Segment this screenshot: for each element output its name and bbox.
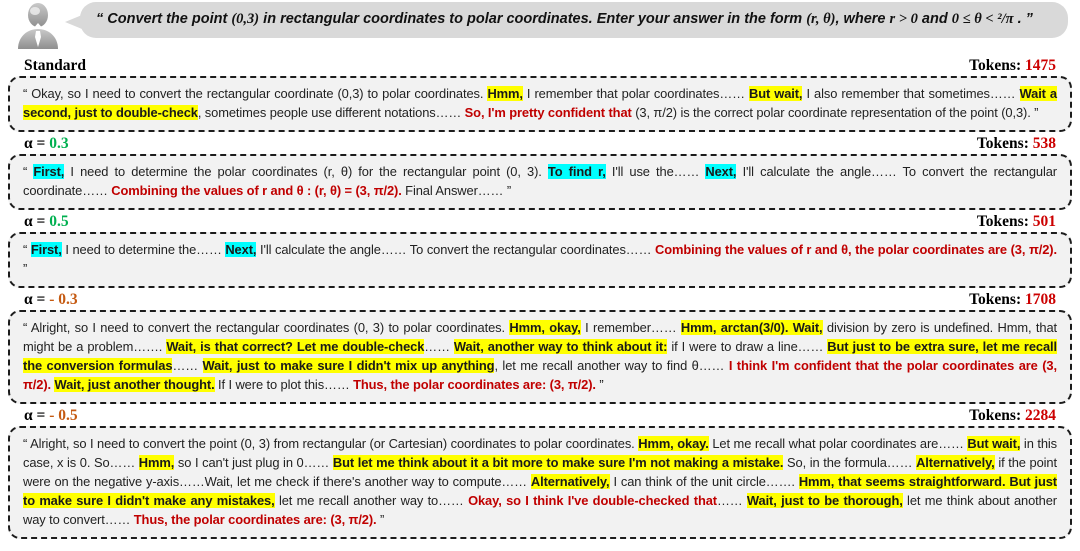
text-plain: …… xyxy=(424,338,454,354)
response-text xyxy=(23,85,1057,123)
section-header xyxy=(8,57,1072,75)
text-highlight-yellow: Hmm, xyxy=(487,86,523,101)
section-label-prefix: α = xyxy=(24,134,50,152)
text-highlight-yellow: Wait, another way to think about it: xyxy=(453,338,668,354)
sections-container xyxy=(0,57,1080,539)
text-highlight-yellow: But wait, xyxy=(749,86,803,101)
response-text xyxy=(23,319,1057,395)
response-box xyxy=(8,76,1072,132)
text-plain: …… xyxy=(172,357,203,373)
text-highlight-yellow: Hmm, okay. xyxy=(638,435,709,451)
text-plain: I'll calculate the angle…… To convert the rectangular coordinates…… xyxy=(256,241,655,257)
alpha-section xyxy=(0,407,1080,539)
question-phrase: “ Convert the point xyxy=(96,11,232,27)
response-text xyxy=(23,241,1057,279)
text-plain: , let me recall another way to find θ…… xyxy=(494,357,729,373)
tokens-counter xyxy=(977,135,1056,153)
text-plain: ” xyxy=(595,376,604,392)
text-highlight-cyan: Next, xyxy=(705,163,737,179)
text-plain: So, in the formula…… xyxy=(783,454,917,470)
section-label-value: 0.5 xyxy=(49,212,69,230)
question-row xyxy=(0,0,1080,54)
question-text xyxy=(96,11,1033,27)
section-label xyxy=(24,213,69,231)
text-plain: let me think about another way to convert…… xyxy=(23,492,1057,527)
section-label-prefix: α = xyxy=(24,406,50,424)
question-phrase: in rectangular coordinates to polar coordinates. Enter your answer in the form xyxy=(259,11,807,27)
text-plain: I need to determine the polar coordinates (r, θ) for the rectangular point (0, 3). xyxy=(64,163,548,179)
text-plain: (3, π/2) is the correct polar coordinate representation of the point (0,3). ” xyxy=(631,104,1039,120)
text-plain: …… xyxy=(716,492,747,508)
response-box xyxy=(8,426,1072,539)
response-box xyxy=(8,154,1072,210)
response-box xyxy=(8,232,1072,288)
tokens-value: 2284 xyxy=(1025,406,1056,424)
question-phrase: , where xyxy=(835,11,890,27)
tokens-label: Tokens: xyxy=(969,290,1022,308)
question-math: (r, θ) xyxy=(806,11,836,27)
section-label-prefix: α = xyxy=(24,212,50,230)
section-header xyxy=(8,213,1072,231)
text-plain: so I can't just plug in 0…… xyxy=(174,454,333,470)
text-highlight-cyan: To find r, xyxy=(547,163,606,179)
question-phrase: and xyxy=(917,11,952,27)
section-label xyxy=(24,135,69,153)
question-math: 0 ≤ θ < ²/π xyxy=(951,11,1014,27)
text-highlight-yellow: Hmm, arctan(3/0). Wait, xyxy=(680,319,823,335)
tokens-value: 1708 xyxy=(1025,290,1056,308)
text-highlight-yellow: Hmm, that seems straightforward. But just to make sure I didn't make any mistakes, xyxy=(23,473,1057,508)
section-label-prefix: α = xyxy=(24,290,50,308)
response-text xyxy=(23,435,1057,530)
text-plain: I need to determine the…… xyxy=(61,241,226,257)
text-highlight-cyan: First, xyxy=(33,163,65,179)
text-red-conclusion: Thus, the polar coordinates are: (3, π/2). xyxy=(353,376,596,392)
section-label xyxy=(24,57,86,75)
section-header xyxy=(8,407,1072,425)
text-red-conclusion: So, I'm pretty confident that xyxy=(464,104,632,120)
text-plain: “ xyxy=(23,241,31,257)
text-plain: division by zero is undefined. Hmm, that might be a problem……. xyxy=(23,319,1057,354)
text-highlight-yellow: Hmm, xyxy=(138,454,175,470)
text-red-conclusion: Combining the values of r and θ, the polar coordinates are (3, π/2). xyxy=(654,241,1057,257)
text-red-conclusion: I think I'm confident that the polar coordinates are (3, π/2). xyxy=(23,357,1057,392)
tokens-counter xyxy=(969,407,1056,425)
text-plain: If I were to plot this…… xyxy=(214,376,354,392)
text-plain: , sometimes people use different notations…… xyxy=(197,104,465,120)
alpha-section xyxy=(0,213,1080,288)
text-plain: “ xyxy=(23,163,34,179)
text-highlight-yellow: Wait a second, just to double-check xyxy=(23,86,1057,120)
text-highlight-yellow: But just to be extra sure, let me recall the conversion formulas xyxy=(23,338,1057,373)
section-header xyxy=(8,135,1072,153)
section-label-value: - 0.3 xyxy=(49,290,78,308)
text-plain: I'll calculate the angle…… To convert the rectangular coordinate…… xyxy=(23,163,1057,198)
tokens-value: 538 xyxy=(1032,134,1056,152)
text-plain: “ Alright, so I need to convert the point (0, 3) from rectangular (or Cartesian) coordinates to polar coordinates. xyxy=(23,435,639,451)
text-red-conclusion: Okay, so I think I've double-checked that xyxy=(468,492,717,508)
tokens-label: Tokens: xyxy=(969,57,1022,74)
response-box xyxy=(8,310,1072,404)
text-highlight-yellow: Alternatively, xyxy=(530,473,610,489)
text-plain: I remember…… xyxy=(580,319,681,335)
tokens-label: Tokens: xyxy=(976,134,1029,152)
section-header xyxy=(8,291,1072,309)
text-highlight-yellow: But let me think about it a bit more to make sure I'm not making a mistake. xyxy=(332,454,784,470)
question-math: r > 0 xyxy=(889,11,918,27)
text-highlight-yellow: Wait, just another thought. xyxy=(54,376,215,392)
tokens-value: 501 xyxy=(1032,212,1056,230)
text-plain: “ Alright, so I need to convert the rectangular coordinates (0, 3) to polar coordinates. xyxy=(23,319,510,335)
question-math: (0,3) xyxy=(231,11,260,27)
text-red-conclusion: Combining the values of r and θ : (r, θ) = (3, π/2). xyxy=(111,182,402,198)
question-bubble xyxy=(80,2,1068,38)
text-highlight-yellow: Wait, just to be thorough, xyxy=(746,492,903,508)
text-highlight-cyan: First, xyxy=(30,241,62,257)
text-plain: ” xyxy=(23,260,28,276)
tokens-label: Tokens: xyxy=(969,406,1022,424)
person-icon xyxy=(14,3,62,49)
text-plain: Final Answer…… ” xyxy=(401,182,512,198)
section-label-value: 0.3 xyxy=(49,134,69,152)
text-plain: if the point were on the negative y-axis……Wait, let me check if there's another way to compute…… xyxy=(23,454,1057,489)
alpha-section xyxy=(0,135,1080,210)
text-plain: I remember that polar coordinates…… xyxy=(522,86,750,101)
text-plain: I also remember that sometimes…… xyxy=(802,86,1020,101)
tokens-value: 1475 xyxy=(1025,57,1056,74)
text-plain: in this case, x is 0. So…… xyxy=(23,435,1058,470)
text-plain: “ Okay, so I need to convert the rectangular coordinate (0,3) to polar coordinates. xyxy=(23,86,488,101)
section-label-prefix: Standard xyxy=(24,57,87,74)
section-label-value: - 0.5 xyxy=(49,406,78,424)
text-plain: Let me recall what polar coordinates are…… xyxy=(708,435,968,451)
text-highlight-yellow: Hmm, okay, xyxy=(509,319,581,335)
text-highlight-yellow: But wait, xyxy=(967,435,1021,451)
text-plain: ” xyxy=(376,511,385,527)
text-highlight-yellow: Wait, is that correct? Let me double-check xyxy=(166,338,425,354)
section-label xyxy=(24,291,78,309)
tokens-counter xyxy=(977,213,1056,231)
alpha-section xyxy=(0,291,1080,404)
tokens-label: Tokens: xyxy=(976,212,1029,230)
alpha-section xyxy=(0,57,1080,132)
tokens-counter xyxy=(969,57,1056,75)
text-plain: I'll use the…… xyxy=(605,163,706,179)
section-label xyxy=(24,407,78,425)
text-plain: I can think of the unit circle……. xyxy=(609,473,799,489)
text-highlight-cyan: Next, xyxy=(225,241,257,257)
tokens-counter xyxy=(969,291,1056,309)
text-plain: if I were to draw a line…… xyxy=(667,338,828,354)
response-text xyxy=(23,163,1057,201)
question-phrase: . ” xyxy=(1013,11,1033,27)
text-plain: let me recall another way to…… xyxy=(274,492,469,508)
text-highlight-yellow: Alternatively, xyxy=(916,454,995,470)
user-avatar-icon xyxy=(14,2,64,54)
text-red-conclusion: Thus, the polar coordinates are: (3, π/2). xyxy=(133,511,377,527)
text-highlight-yellow: Wait, just to make sure I didn't mix up anything xyxy=(202,357,495,373)
